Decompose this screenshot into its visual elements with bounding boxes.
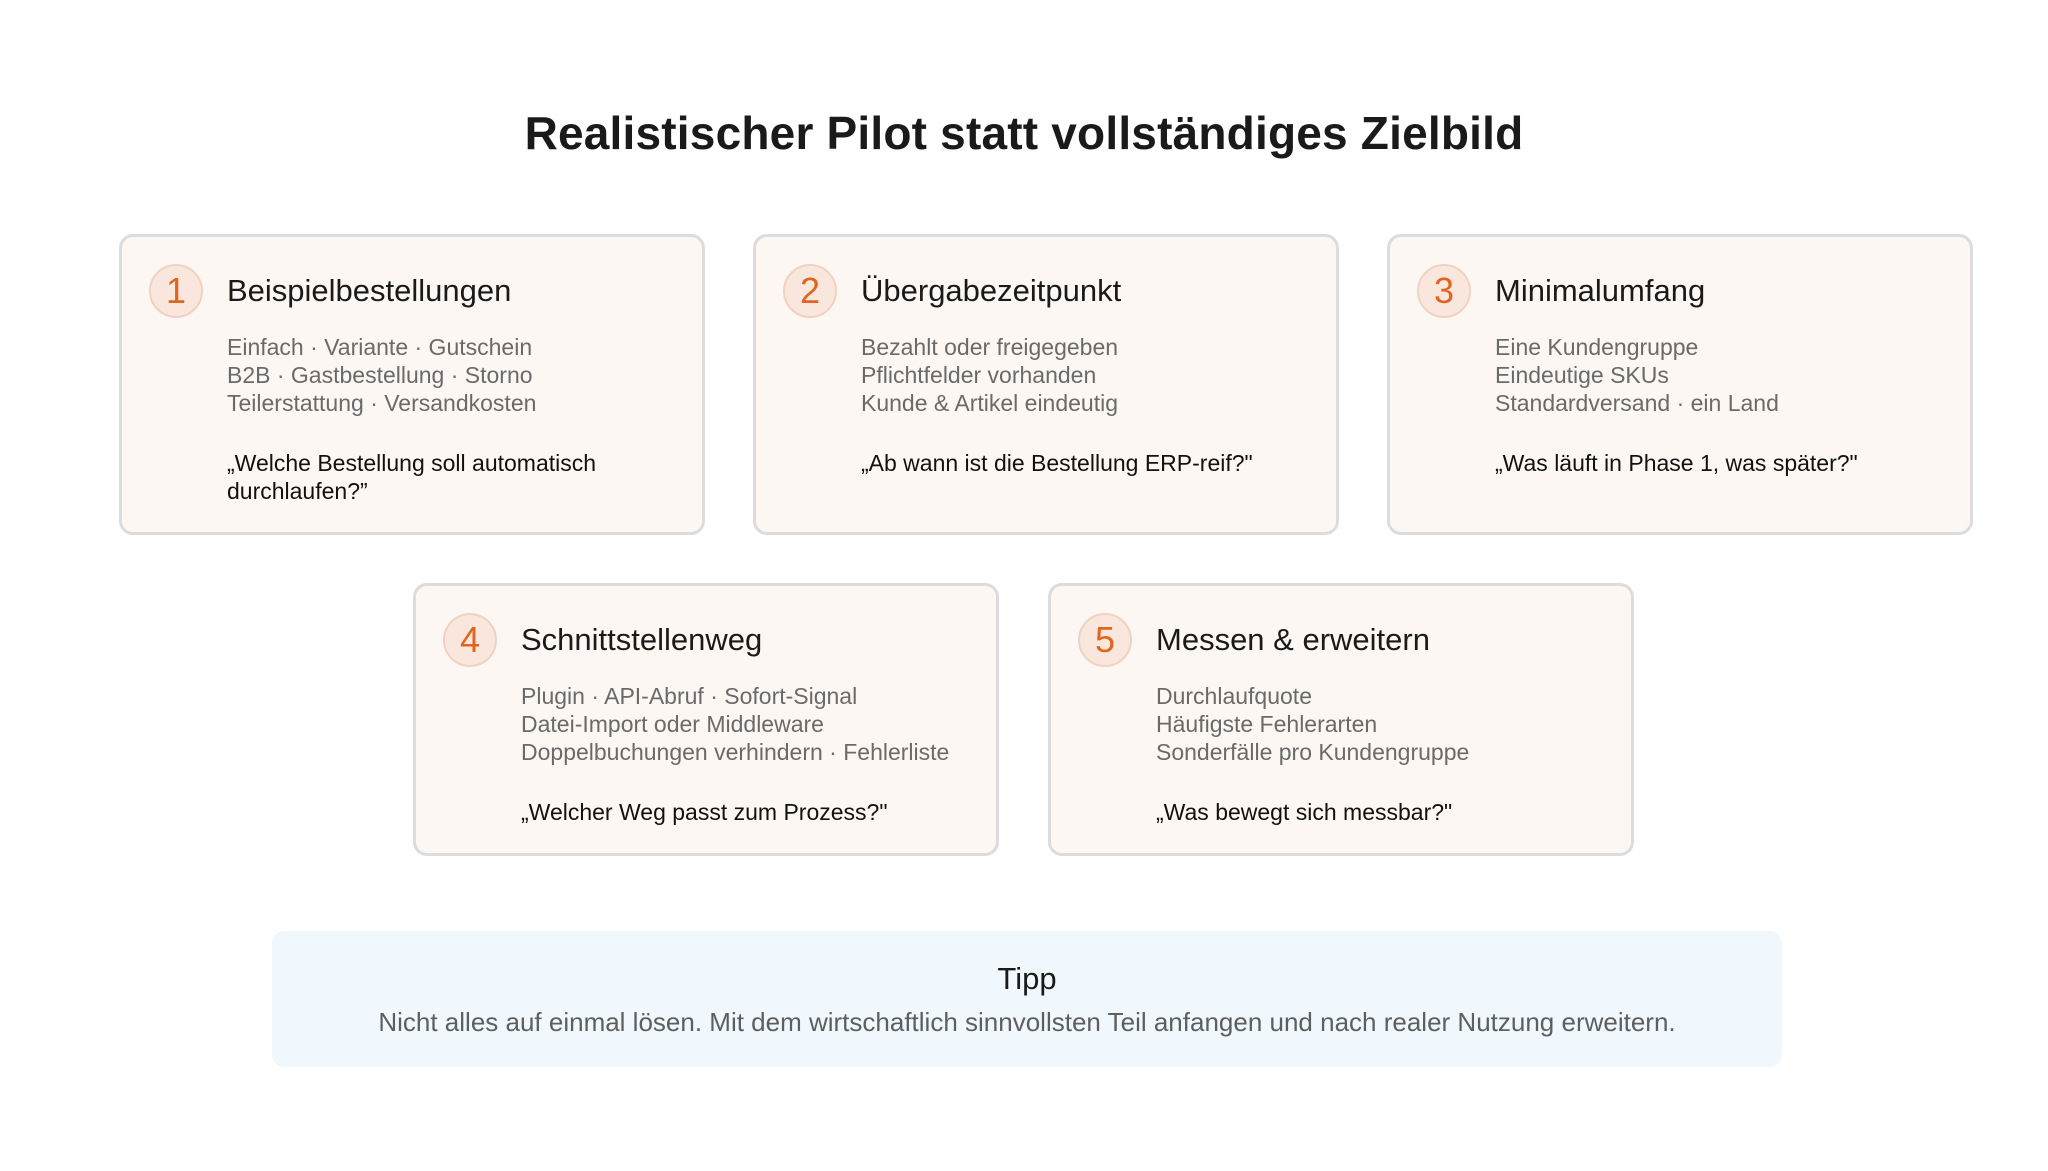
step-detail-line: Doppelbuchungen verhindern · Fehlerliste	[521, 739, 950, 765]
step-title: Messen & erweitern	[1156, 622, 1430, 657]
step-detail-line: Plugin · API-Abruf · Sofort-Signal	[521, 683, 858, 709]
step-details	[1495, 333, 1954, 417]
step-question: „Ab wann ist die Bestellung ERP-reif?"	[861, 450, 1253, 476]
tip-box	[272, 931, 1782, 1067]
step-number-badge: 5	[1078, 613, 1132, 667]
step-detail-line: Eindeutige SKUs	[1495, 362, 1669, 388]
step-title: Beispielbestellungen	[227, 273, 512, 308]
step-detail-line: Durchlaufquote	[1156, 683, 1312, 709]
step-number-badge: 4	[443, 613, 497, 667]
step-question: „Was bewegt sich messbar?"	[1156, 799, 1453, 825]
step-question: „Welche Bestellung soll automatisch durchlaufen?”	[227, 450, 597, 504]
tip-text: Nicht alles auf einmal lösen. Mit dem wirtschaftlich sinnvollsten Teil anfangen und nach realer Nutzung erweitern.	[378, 1007, 1676, 1037]
step-detail-line: Kunde & Artikel eindeutig	[861, 390, 1119, 416]
step-details	[227, 333, 686, 417]
step-title: Übergabezeitpunkt	[861, 273, 1122, 308]
step-title: Minimalumfang	[1495, 273, 1706, 308]
step-detail-line: Sonderfälle pro Kundengruppe	[1156, 739, 1470, 765]
page-title: Realistischer Pilot statt vollständiges Zielbild	[524, 107, 1524, 159]
step-card-5	[1048, 583, 1634, 856]
step-detail-line: B2B · Gastbestellung · Storno	[227, 362, 533, 388]
step-detail-line: Eine Kundengruppe	[1495, 334, 1699, 360]
step-number-badge: 1	[149, 264, 203, 318]
tip-title: Tipp	[997, 961, 1057, 996]
step-card-3	[1387, 234, 1973, 535]
step-details	[861, 333, 1320, 417]
step-detail-line: Datei-Import oder Middleware	[521, 711, 824, 737]
step-card-1	[119, 234, 705, 535]
step-question: „Welcher Weg passt zum Prozess?"	[521, 799, 888, 825]
step-question: „Was läuft in Phase 1, was später?"	[1495, 450, 1858, 476]
step-card-2	[753, 234, 1339, 535]
step-detail-line: Pflichtfelder vorhanden	[861, 362, 1097, 388]
step-title: Schnittstellenweg	[521, 622, 763, 657]
step-details	[1156, 682, 1615, 766]
step-detail-line: Bezahlt oder freigegeben	[861, 334, 1119, 360]
step-detail-line: Häufigste Fehlerarten	[1156, 711, 1378, 737]
step-detail-line: Teilerstattung · Versandkosten	[227, 390, 537, 416]
step-card-4	[413, 583, 999, 856]
step-number-badge: 2	[783, 264, 837, 318]
step-details	[521, 682, 980, 766]
step-detail-line: Einfach · Variante · Gutschein	[227, 334, 533, 360]
step-number-badge: 3	[1417, 264, 1471, 318]
step-detail-line: Standardversand · ein Land	[1495, 390, 1779, 416]
